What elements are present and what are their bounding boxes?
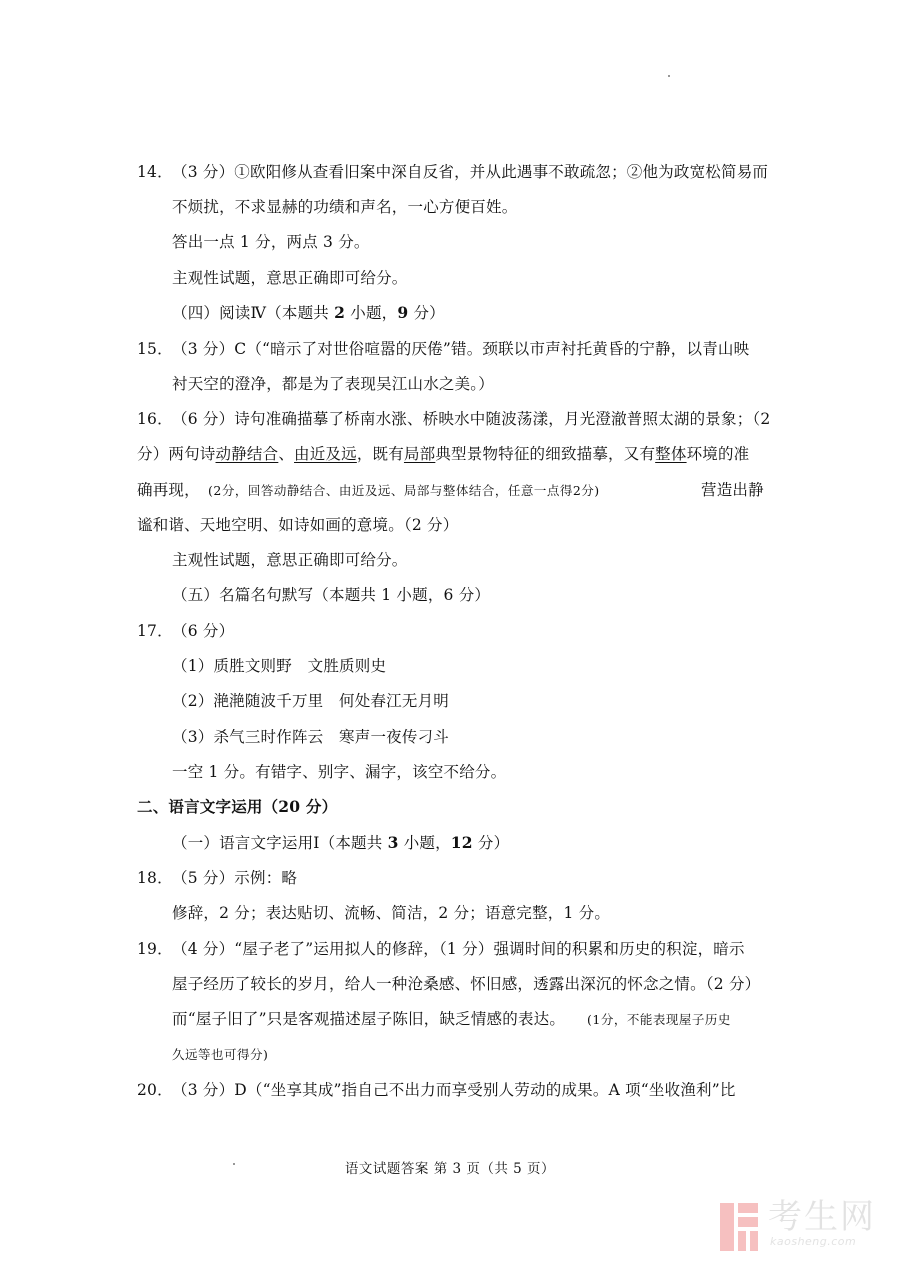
q14-note: 主观性试题，意思正确即可给分。 — [172, 269, 408, 287]
q17-answer-3: （3）杀气三时作阵云 寒声一夜传刁斗 — [172, 728, 449, 746]
q16-line-3-end: 营造出静 — [701, 481, 764, 499]
q19-line-2: 屋子经历了较长的岁月，给人一种沧桑感、怀旧感，透露出深沉的怀念之情。（2 分） — [172, 975, 761, 993]
q18-scoring: 修辞，2 分；表达贴切、流畅、简洁，2 分；语意完整，1 分。 — [172, 904, 611, 922]
q20-number: 20． — [137, 1081, 173, 1099]
q14-scoring: 答出一点 1 分，两点 3 分。 — [172, 233, 370, 251]
q16-note: 主观性试题，意思正确即可给分。 — [172, 551, 408, 569]
part-2-heading: 二、语言文字运用（20 分） — [137, 797, 338, 816]
q17-number: 17． — [137, 622, 173, 640]
q16-line-1: （6 分）诗句准确描摹了桥南水涨、桥映水中随波荡漾，月光澄澈普照太湖的景象；（2 — [172, 410, 771, 428]
q14-line-2: 不烦扰，不求显赫的功绩和声名，一心方便百姓。 — [172, 198, 518, 216]
scan-dot — [233, 1163, 235, 1165]
q16-number: 16． — [137, 410, 173, 428]
section-4-heading: （四）阅读Ⅳ（本题共 2 小题，9 分） — [172, 303, 445, 322]
q19-line-1: （4 分）“屋子老了”运用拟人的修辞，（1 分）强调时间的积累和历史的积淀，暗示 — [172, 940, 745, 958]
q15-number: 15． — [137, 340, 173, 358]
page-footer: 语文试题答案 第 3 页（共 5 页） — [344, 1161, 556, 1177]
q16-line-4: 谧和谐、天地空明、如诗如画的意境。（2 分） — [137, 516, 459, 534]
q18-number: 18． — [137, 869, 173, 887]
q17-note: 一空 1 分。有错字、别字、漏字，该空不给分。 — [172, 763, 507, 781]
q19-line-3: 而“屋子旧了”只是客观描述屋子陈旧，缺乏情感的表达。 — [172, 1010, 566, 1028]
q15-line-1: （3 分）C（“暗示了对世俗喧嚣的厌倦”错。颈联以市声衬托黄昏的宁静，以青山映 — [172, 340, 750, 358]
q17-score: （6 分） — [172, 622, 235, 640]
q19-scoring-note-cont: 久远等也可得分) — [172, 1047, 269, 1062]
q19-number: 19． — [137, 940, 173, 958]
q16-line-3-start: 确再现， — [137, 481, 200, 499]
q15-line-2: 衬天空的澄净，都是为了表现吴江山水之美。） — [172, 375, 494, 393]
q20-line-1: （3 分）D（“坐享其成”指自己不出力而享受别人劳动的成果。A 项“坐收渔利”比 — [172, 1081, 736, 1099]
watermark — [718, 1197, 878, 1257]
scan-dot — [668, 75, 670, 77]
watermark-title: 考生网 — [768, 1197, 876, 1237]
q17-answer-2: （2）滟滟随波千万里 何处春江无月明 — [172, 692, 449, 710]
q18-line-1: （5 分）示例：略 — [172, 869, 298, 887]
watermark-logo-icon — [718, 1201, 760, 1253]
q14-line-1: （3 分）①欧阳修从查看旧案中深自反省，并从此遇事不敢疏忽；②他为政宽松简易而 — [172, 163, 769, 181]
q19-scoring-note: (1分，不能表现屋子历史 — [587, 1012, 731, 1027]
watermark-url: kaosheng.com — [770, 1235, 857, 1248]
q16-line-2: 分）两句诗动静结合、由近及远，既有局部典型景物特征的细致描摹，又有整体环境的准 — [137, 445, 750, 463]
section-5-heading: （五）名篇名句默写（本题共 1 小题，6 分） — [172, 586, 491, 604]
q16-scoring-note: (2分，回答动静结合、由近及远、局部与整体结合，任意一点得2分) — [208, 483, 600, 498]
section-1-heading: （一）语言文字运用Ⅰ（本题共 3 小题，12 分） — [172, 833, 510, 852]
q14-number: 14． — [137, 163, 173, 181]
q17-answer-1: （1）质胜文则野 文胜质则史 — [172, 657, 387, 675]
